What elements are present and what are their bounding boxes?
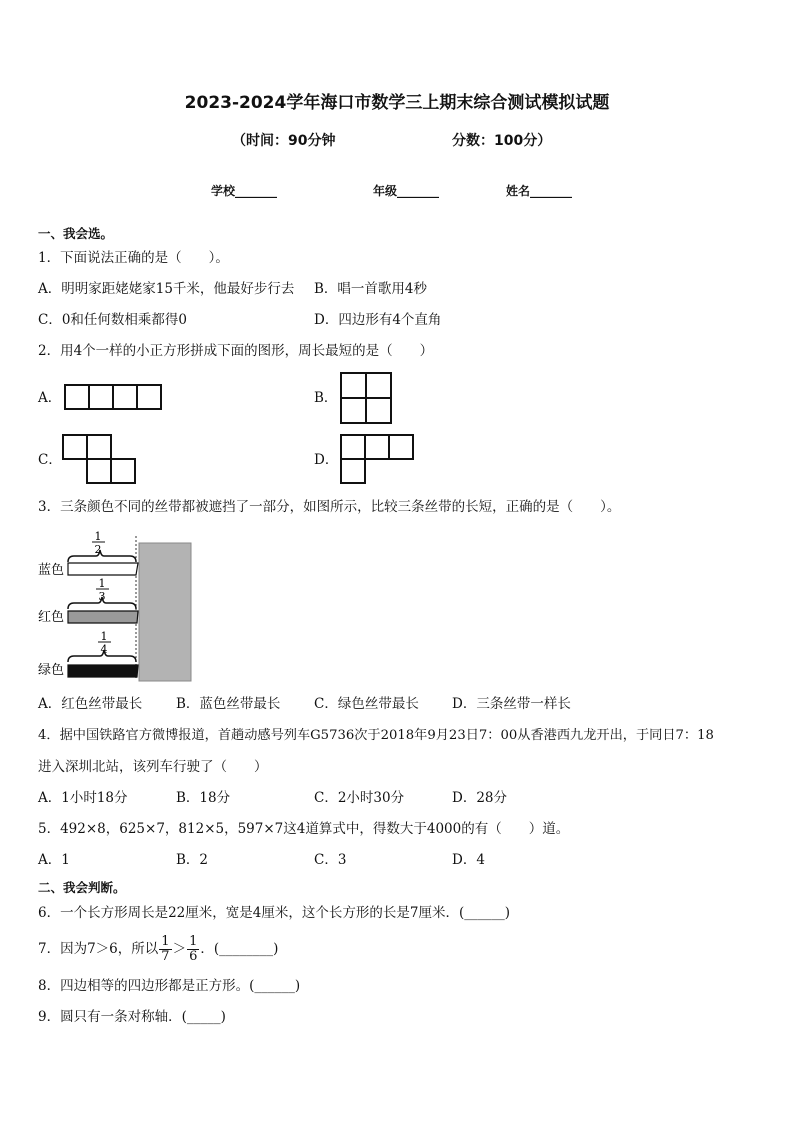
q5-option-c[interactable]: C．3 — [314, 852, 347, 868]
page-title: 2023-2024学年海口市数学三上期末综合测试模拟试题 — [184, 93, 610, 113]
q7-greater-than: ＞ — [172, 941, 187, 957]
q3-option-b[interactable]: B．蓝色丝带最长 — [176, 696, 281, 712]
q5-option-b[interactable]: B．2 — [176, 852, 209, 868]
school-field[interactable]: 学校_______ — [211, 184, 278, 198]
q4-stem-line2: 进入深圳北站，该列车行驶了（ ） — [38, 759, 268, 775]
ribbon-blue-fraction-den: 2 — [94, 543, 102, 556]
q1-option-b[interactable]: B．唱一首歌用4秒 — [314, 281, 428, 297]
q2-option-d[interactable]: D． — [314, 452, 339, 468]
exam-time: （时间：90分钟 — [232, 133, 336, 149]
q3-stem: 3．三条颜色不同的丝带都被遮挡了一部分，如图所示，比较三条丝带的长短，正确的是（ ）。 — [38, 499, 621, 515]
q7-line — [38, 930, 278, 968]
q2-shape-c — [62, 434, 138, 486]
section-1-title: 一、我会选。 — [38, 226, 114, 241]
grade-field[interactable]: 年级_______ — [373, 184, 440, 198]
ribbon-blue-brace — [68, 550, 136, 562]
q4-stem-line1: 4．据中国铁路官方微博报道，首趟动感号列车G5736次于2018年9月23日7：00从香港西九龙开出，于同日7：18 — [38, 728, 714, 743]
q4-option-c[interactable]: C．2小时30分 — [314, 790, 405, 806]
q1-option-a[interactable]: A．明明家距姥姥家15千米，他最好步行去 — [38, 281, 295, 297]
ribbon-blue-label: 蓝色 — [38, 563, 65, 578]
ribbon-green-band — [68, 665, 138, 677]
q2-option-b[interactable]: B． — [314, 390, 338, 406]
ribbon-blue-fraction-num: 1 — [94, 530, 102, 543]
q7-fraction-1-den: 7 — [161, 949, 170, 964]
q2-option-c[interactable]: C． — [38, 452, 62, 468]
q4-option-d[interactable]: D．28分 — [452, 790, 508, 806]
ribbon-green-fraction-num: 1 — [100, 630, 108, 643]
q7-fraction-1 — [159, 935, 171, 964]
q1-stem: 1．下面说法正确的是（ ）。 — [38, 250, 229, 266]
q3-ribbon-figure — [36, 528, 196, 684]
ribbon-green-label: 绿色 — [38, 663, 65, 678]
q4-option-a[interactable]: A．1小时18分 — [38, 790, 128, 806]
q7-fraction-1-num: 1 — [161, 934, 170, 949]
ribbon-green-fraction-den: 4 — [100, 643, 108, 656]
q2-shape-a — [64, 384, 166, 412]
section-2-title: 二、我会判断。 — [38, 880, 126, 895]
q4-option-b[interactable]: B．18分 — [176, 790, 231, 806]
q3-option-a[interactable]: A．红色丝带最长 — [38, 696, 143, 712]
q5-option-a[interactable]: A．1 — [38, 852, 70, 868]
q6-text: 6．一个长方形周长是22厘米，宽是4厘米，这个长方形的长是7厘米．(______) — [38, 905, 510, 921]
q7-fraction-2 — [187, 935, 199, 964]
q1-option-c[interactable]: C．0和任何数相乘都得0 — [38, 312, 188, 328]
ribbon-red-fraction-den: 3 — [98, 590, 106, 603]
q2-stem: 2．用4个一样的小正方形拼成下面的图形，周长最短的是（ ） — [38, 343, 434, 359]
q7-fraction-2-den: 6 — [189, 949, 198, 964]
ribbon-red-brace — [68, 597, 136, 609]
q2-shape-d — [340, 434, 416, 486]
q7-suffix: ．(________) — [200, 941, 279, 957]
q2-option-a[interactable]: A． — [38, 390, 62, 406]
q5-option-d[interactable]: D．4 — [452, 852, 485, 868]
cover-board — [139, 543, 191, 681]
ribbon-blue-band — [68, 563, 138, 575]
q1-option-d[interactable]: D．四边形有4个直角 — [314, 312, 442, 328]
ribbon-red-label: 红色 — [38, 610, 65, 625]
exam-score: 分数：100分） — [452, 133, 552, 149]
name-field[interactable]: 姓名_______ — [506, 184, 573, 198]
ribbon-red-band — [68, 611, 138, 623]
q5-stem: 5．492×8，625×7，812×5，597×7这4道算式中，得数大于4000的有（ ）道。 — [38, 821, 570, 837]
ribbon-red-fraction-num: 1 — [98, 577, 106, 590]
q2-shape-b — [340, 372, 394, 426]
q8-text: 8．四边相等的四边形都是正方形。(______) — [38, 978, 301, 994]
q7-fraction-2-num: 1 — [189, 934, 198, 949]
q9-text: 9．圆只有一条对称轴．(_____) — [38, 1009, 226, 1025]
q3-option-c[interactable]: C．绿色丝带最长 — [314, 696, 419, 712]
q3-option-d[interactable]: D．三条丝带一样长 — [452, 696, 571, 712]
q7-prefix: 7．因为7＞6，所以 — [38, 941, 159, 957]
